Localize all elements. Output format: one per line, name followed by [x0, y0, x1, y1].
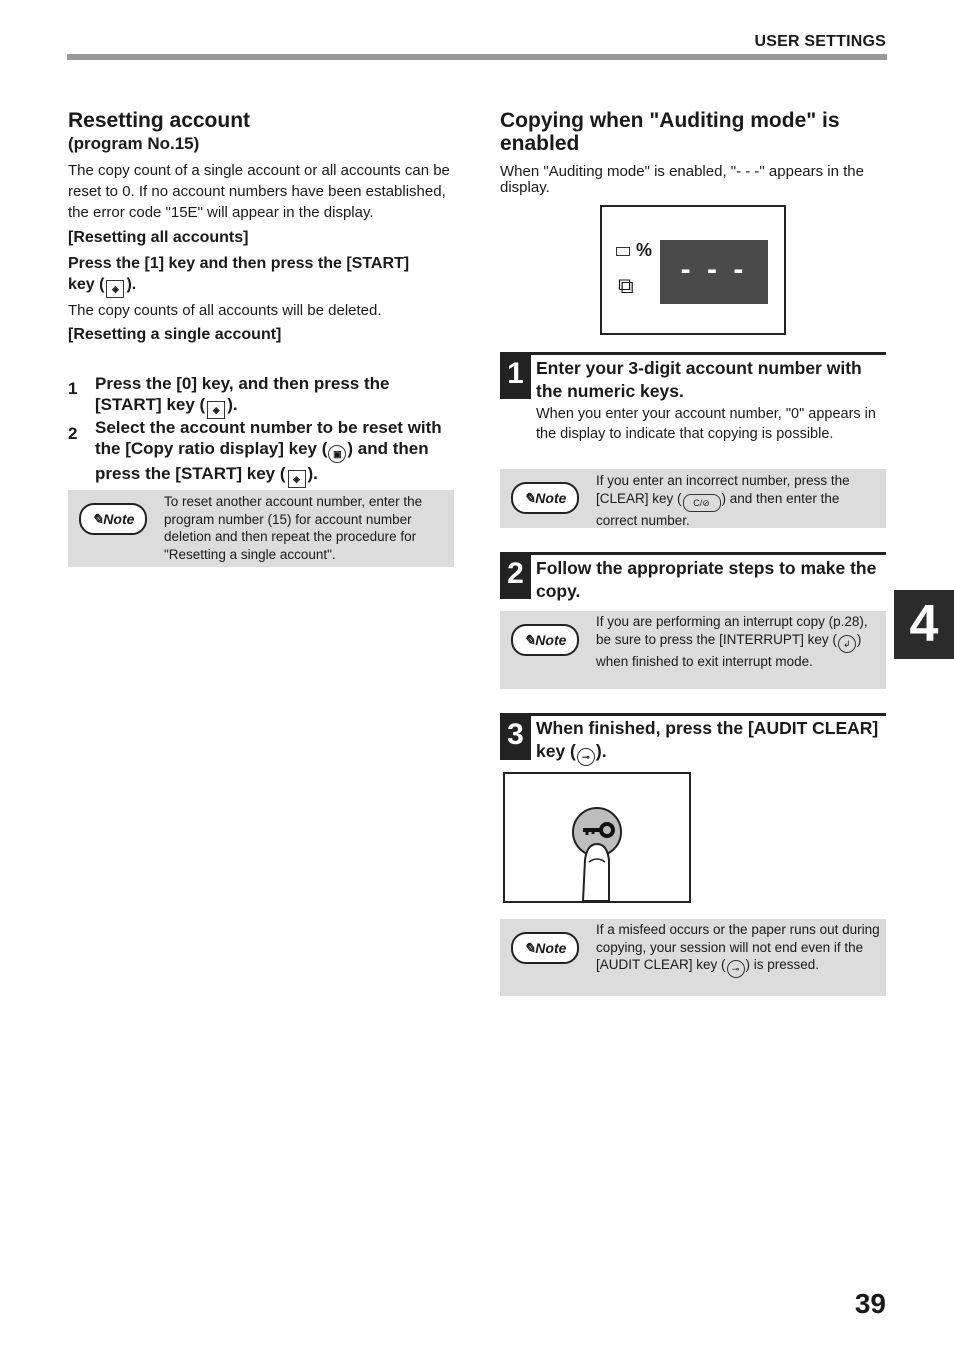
left-step-2-line3a: press the [START] key ( [95, 464, 286, 483]
start-key-icon: ◈ [207, 401, 225, 419]
step-3-rule [500, 713, 886, 716]
step-3-note-a: If a misfeed occurs or the paper runs out during copying, your session will not end even if the [AUDIT CLEAR] key ( [596, 922, 880, 972]
step-3-number: 3 [500, 713, 531, 760]
step-3-note-b: ) is pressed. [745, 957, 820, 972]
right-intro: When "Auditing mode" is enabled, "- - -" appears in the display. [500, 163, 864, 196]
step-3-note-text [596, 921, 880, 978]
step-2-note-text [596, 613, 880, 670]
page-number: 39 [854, 1288, 886, 1319]
step-2-note-b: ) when finished to exit interrupt mode. [596, 631, 862, 669]
copy-stack-icon: ⧉ [618, 273, 634, 298]
left-subtitle: (program No.15) [68, 134, 200, 153]
step-1-note-a: If you enter an incorrect number, press the [CLEAR] key ( [596, 473, 850, 506]
reset-all-result: The copy counts of all accounts will be deleted. [68, 302, 382, 319]
step-2-number: 2 [500, 552, 531, 599]
interrupt-key-icon: ↲ [838, 635, 856, 653]
section-header: USER SETTINGS [754, 33, 886, 50]
step-1-note-box [500, 469, 886, 528]
left-step-2-num: 2 [68, 424, 78, 443]
display-readout: - - - [660, 240, 768, 304]
left-column [68, 109, 458, 345]
chapter-tab: 4 [894, 590, 954, 659]
left-step-2-line2a: the [Copy ratio display] key ( [95, 439, 328, 458]
clear-key-icon: C/⊘ [683, 494, 721, 512]
header-rule [67, 54, 887, 60]
right-title: Copying when "Auditing mode" is enabled [500, 109, 840, 155]
note-badge: ✎Note [511, 932, 579, 964]
note-label: Note [103, 511, 135, 527]
step-1-number: 1 [500, 352, 531, 399]
audit-key-illustration [503, 772, 691, 903]
left-step-1 [95, 373, 465, 419]
note-badge: ✎Note [79, 503, 147, 535]
note-label: Note [535, 940, 567, 956]
reset-all-instruction [68, 253, 458, 298]
percent-symbol: % [636, 240, 653, 260]
audit-clear-key-icon: ⊸ [577, 748, 595, 766]
note-label: Note [535, 490, 567, 506]
left-step-1-line1: Press the [0] key, and then press the [95, 374, 390, 393]
left-note-box [68, 490, 454, 567]
step-3-note-box [500, 919, 886, 996]
step-2-rule [500, 552, 886, 555]
step-2-note-box [500, 611, 886, 689]
reset-all-heading: [Resetting all accounts] [68, 229, 249, 246]
paper-indicator-icon [616, 247, 630, 256]
display-illustration [600, 205, 786, 335]
step-3-title [536, 717, 886, 766]
note-label: Note [535, 632, 567, 648]
step-3-title-b: ). [595, 741, 607, 761]
start-key-icon: ◈ [288, 470, 306, 488]
left-step-2-line3b: ). [307, 464, 318, 483]
start-key-icon: ◈ [106, 280, 124, 298]
finger-pressing-key-icon [505, 774, 689, 901]
step-1-title: Enter your 3-digit account number with the numeric keys. [536, 358, 862, 401]
step-1-note-text [596, 472, 880, 529]
left-step-1-line2a: [START] key ( [95, 395, 206, 414]
left-note-text: To reset another account number, enter the program number (15) for account number deletion and then repeat the procedure for "Resetting a single account". [164, 494, 423, 562]
audit-clear-key-icon: ⊸ [727, 960, 745, 978]
note-badge: ✎Note [511, 482, 579, 514]
left-title: Resetting account [68, 109, 251, 132]
reset-all-instr-line1: Press the [1] key and then press the [START] [68, 255, 410, 272]
note-badge: ✎Note [511, 624, 579, 656]
step-1-rule [500, 352, 886, 355]
left-step-1-line2b: ). [227, 395, 238, 414]
reset-all-instr-line2a: key ( [68, 276, 105, 293]
copy-ratio-key-icon: ▣ [328, 445, 346, 463]
left-step-2-line1: Select the account number to be reset with [95, 418, 442, 437]
left-step-2-line2b: ) and then [347, 439, 429, 458]
step-1-body: When you enter your account number, "0" appears in the display to indicate that copying is possible. [536, 406, 876, 442]
step-2-title: Follow the appropriate steps to make the copy. [536, 558, 877, 601]
reset-single-heading: [Resetting a single account] [68, 326, 282, 343]
step-3-title-a: When finished, press the [AUDIT CLEAR] key ( [536, 718, 879, 761]
step-2-note-a: If you are performing an interrupt copy (p.28), be sure to press the [INTERRUPT] key ( [596, 614, 868, 647]
reset-all-instr-line2b: ). [126, 276, 137, 293]
left-intro: The copy count of a single account or all accounts can be reset to 0. If no account numbers have been established, the error code "15E" will appear in the display. [68, 162, 450, 221]
left-step-2 [95, 417, 465, 488]
left-step-1-num: 1 [68, 379, 78, 398]
step-1-note-b: ) and then enter the correct number. [596, 490, 840, 528]
